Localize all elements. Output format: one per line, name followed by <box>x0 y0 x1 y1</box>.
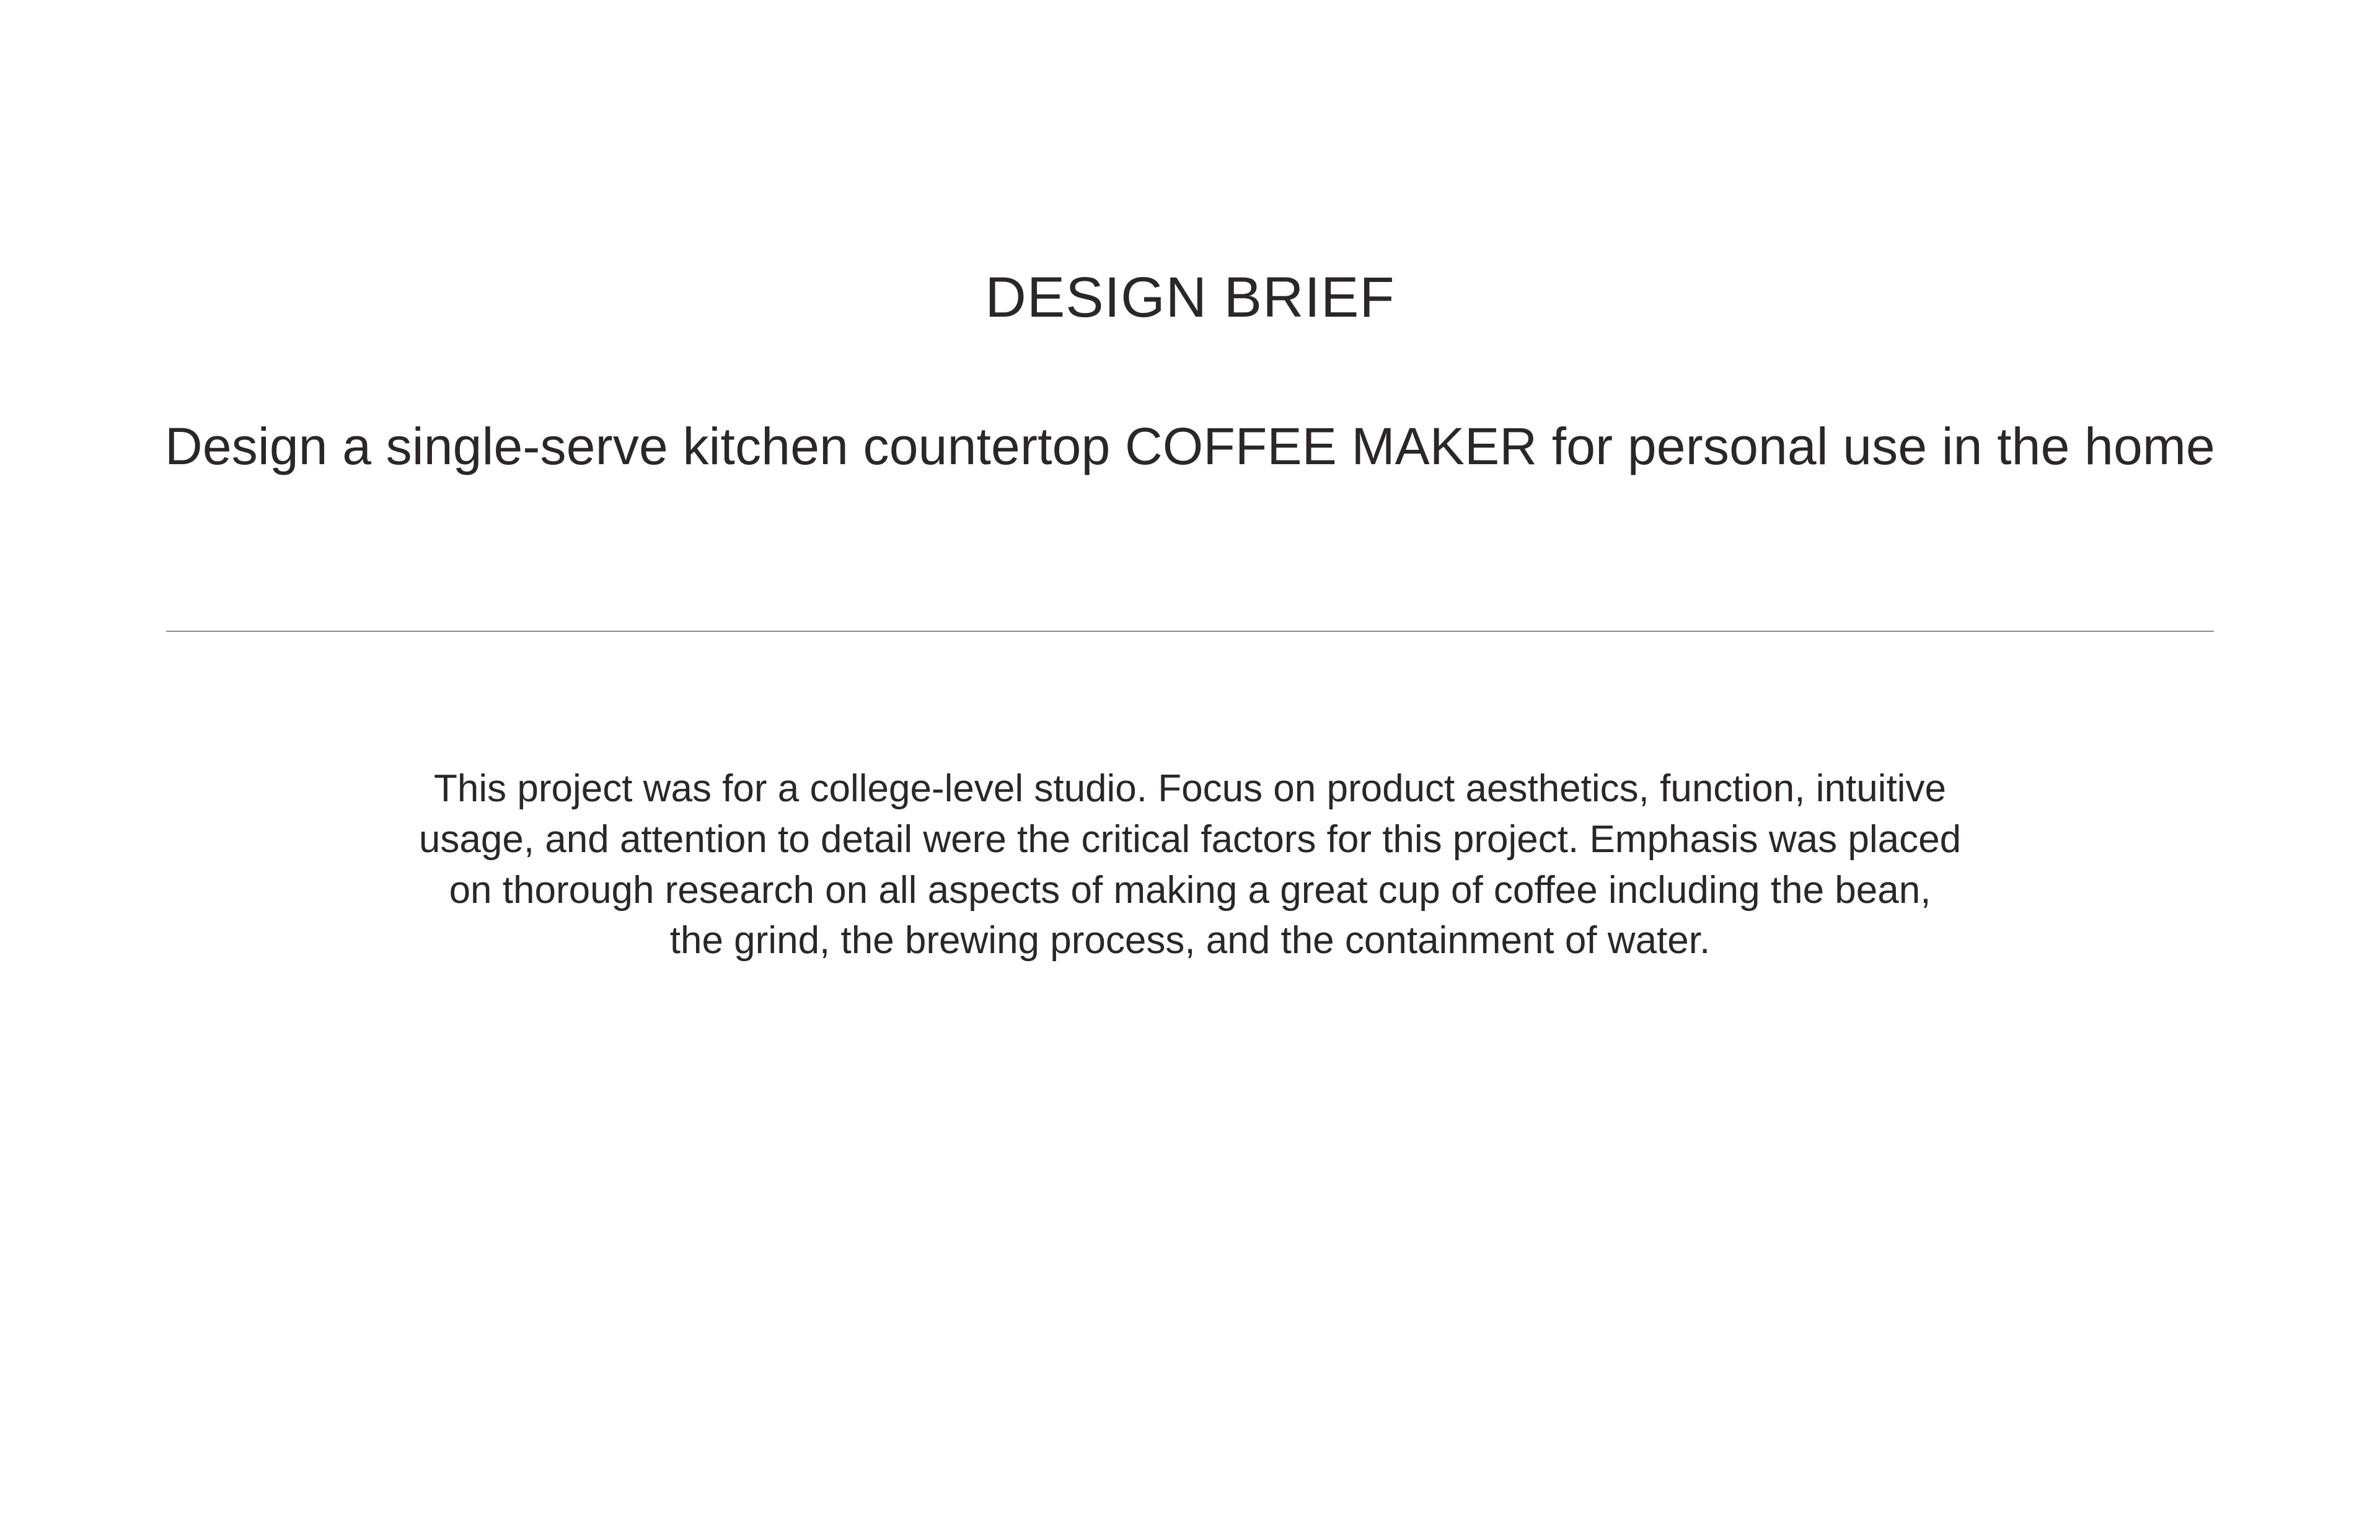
brief-statement: Design a single-serve kitchen countertop COFFEE MAKER for personal use in the home <box>165 417 2215 475</box>
body-line: the grind, the brewing process, and the containment of water. <box>669 919 1711 962</box>
body-line: usage, and attention to detail were the critical factors for this project. Emphasis was placed <box>418 817 1962 861</box>
brief-description <box>0 763 2380 966</box>
page-title: DESIGN BRIEF <box>985 265 1395 329</box>
body-line: on thorough research on all aspects of making a great cup of coffee including the bean, <box>449 868 1931 912</box>
body-line: This project was for a college-level studio. Focus on product aesthetics, function, intuitive <box>434 767 1946 810</box>
